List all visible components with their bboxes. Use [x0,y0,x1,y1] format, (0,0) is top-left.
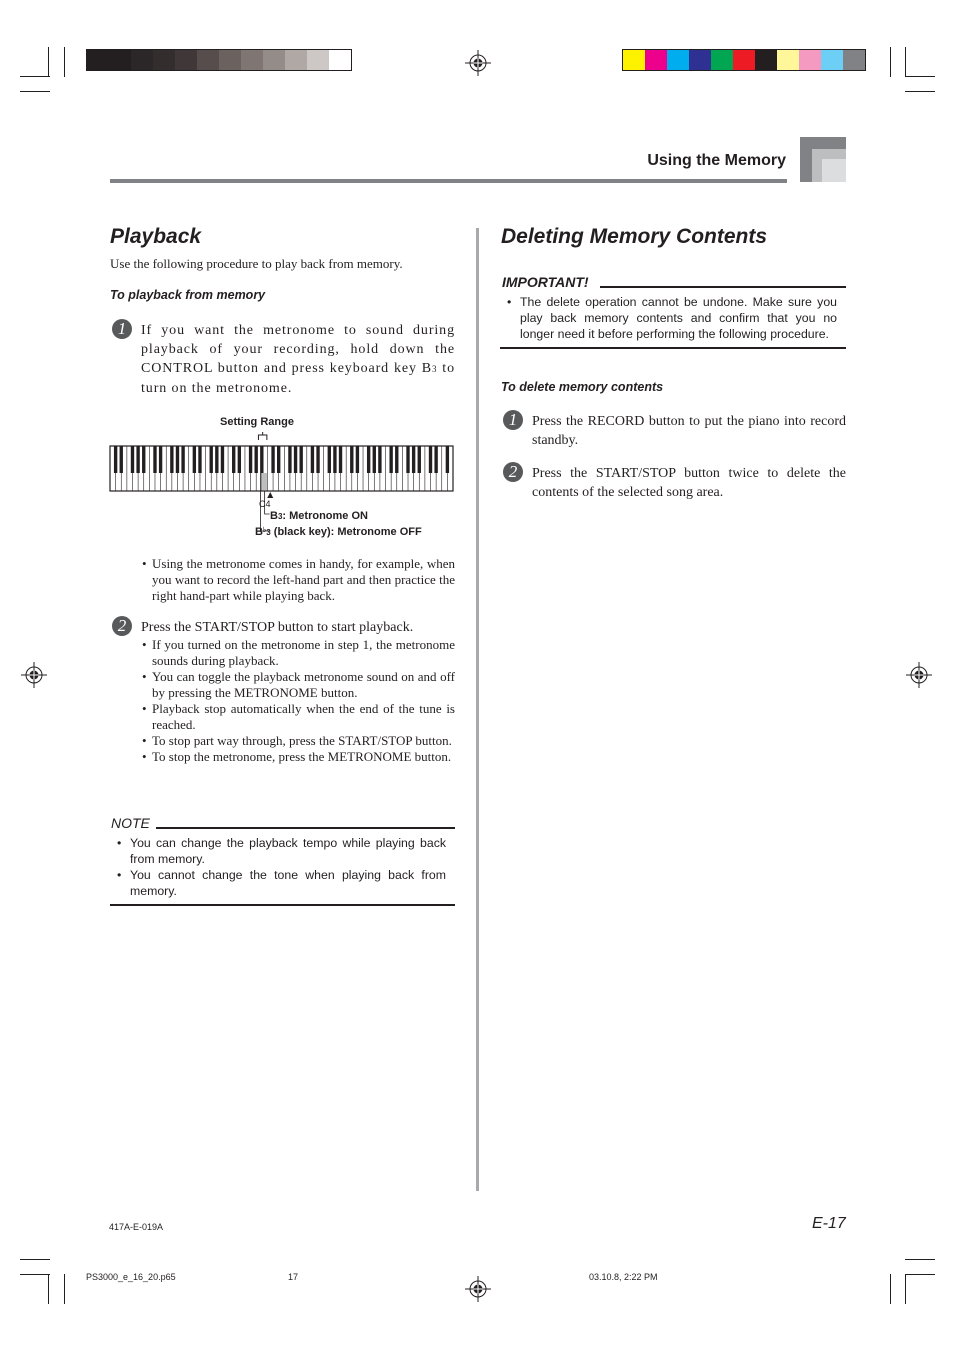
calibration-swatch [821,50,843,70]
black-key [136,446,139,473]
black-key [378,446,381,473]
black-key [350,446,353,473]
note-list [110,835,446,899]
calibration-swatch [777,50,799,70]
playback-intro: Use the following procedure to play back from memory. [110,256,403,271]
important-bottom-rule [500,347,846,349]
color-calibration-bar [622,49,866,71]
black-key [412,446,415,473]
page-number: E-17 [812,1215,846,1232]
black-key [114,446,117,473]
black-key [271,446,274,473]
important-label-text: IMPORTANT! [502,274,589,290]
file-name: PS3000_e_16_20.p65 [86,1272,176,1282]
playback-step2-bullets [142,637,455,765]
section-title-deleting: Deleting Memory Contents [501,225,768,248]
black-key [170,446,173,473]
note-item: • You can change the playback tempo while playing back from memory. [110,835,446,867]
calibration-swatch [153,50,175,70]
calibration-swatch [667,50,689,70]
list-item: • To stop part way through, press the START/STOP button. [142,733,455,749]
black-key [210,446,213,473]
calibration-swatch [285,50,307,70]
playback-step1-text [141,321,455,398]
black-key [373,446,376,473]
black-key [181,446,184,473]
calibration-swatch [689,50,711,70]
playback-step2-text: Press the START/STOP button to start playback. [141,620,414,635]
calibration-swatch [711,50,733,70]
note-bottom-rule [110,904,455,906]
black-key [193,446,196,473]
step1-text-sub: 3 [432,364,438,374]
important-top-rule [600,286,846,288]
black-key [406,446,409,473]
black-key [333,446,336,473]
black-key [356,446,359,473]
list-item: • To stop the metronome, press the METRONOME button. [142,749,455,765]
black-key [367,446,370,473]
note-item: • You cannot change the tone when playing back from memory. [110,867,446,899]
black-key [232,446,235,473]
bflat3-sub: 3 [266,528,271,537]
black-key [418,446,421,473]
important-item: • The delete operation cannot be undone. Make sure you play back memory contents and confirm that you no longer need it before performing the following procedure. [500,294,837,342]
calibration-swatch [175,50,197,70]
registration-mark-icon [465,50,491,76]
calibration-swatch [623,50,645,70]
bflat3-metronome-off-label [255,526,422,538]
list-item: • If you turned on the metronome in step 1, the metronome sounds during playback. [142,637,455,669]
list-item: • Playback stop automatically when the end of the tune is reached. [142,701,455,733]
calibration-swatch [263,50,285,70]
black-key [142,446,145,473]
black-key [176,446,179,473]
calibration-swatch [307,50,329,70]
black-key [339,446,342,473]
setting-range-label: Setting Range [220,416,294,428]
important-label [502,274,589,290]
calibration-swatch [87,50,109,70]
calibration-swatch [131,50,153,70]
calibration-swatch [799,50,821,70]
running-header-title: Using the Memory [647,152,786,169]
c4-arrow-icon [267,492,273,498]
black-key [255,446,258,473]
black-key [446,446,449,473]
b3-rest: : Metronome ON [282,510,368,522]
black-key [153,446,156,473]
black-key [328,446,331,473]
playback-step1-bullets [142,556,455,604]
black-key [389,446,392,473]
black-key [249,446,252,473]
black-key [159,446,162,473]
black-key [120,446,123,473]
c4-label: C4 [259,499,271,509]
registration-mark-icon [465,1276,491,1302]
sheet-number: 17 [288,1272,299,1282]
black-key [434,446,437,473]
header-rule [110,179,787,183]
section-title-playback: Playback [110,225,202,248]
calibration-swatch [197,50,219,70]
delete-subhead: To delete memory contents [501,380,664,394]
calibration-swatch [109,50,131,70]
delete-step-number-1: 1 [503,410,523,430]
setting-range-bracket [258,435,266,440]
calibration-swatch [329,50,351,70]
black-key [316,446,319,473]
calibration-swatch [219,50,241,70]
delete-step-number-2: 2 [503,462,523,482]
gray-calibration-bar [86,49,352,71]
calibration-swatch [733,50,755,70]
black-key [294,446,297,473]
calibration-swatch [843,50,865,70]
section-tab-highlight [822,159,846,182]
calibration-swatch [241,50,263,70]
column-divider [476,228,479,1191]
bflat3-rest: (black key): Metronome OFF [270,526,422,538]
note-top-rule [156,827,455,829]
note-label: NOTE [111,815,150,831]
calibration-swatch [645,50,667,70]
black-key [299,446,302,473]
doc-code: 417A-E-019A [109,1222,164,1232]
registration-mark-icon [21,662,47,688]
delete-step2-text: Press the START/STOP button twice to delete the contents of the selected song area. [532,466,846,500]
list-item: • Using the metronome comes in handy, for example, when you want to record the left-hand part and then practice the right hand-part while playing back. [142,556,455,604]
delete-step1-text: Press the RECORD button to put the piano into record standby. [532,414,846,448]
black-key [238,446,241,473]
black-key [198,446,201,473]
print-timestamp: 03.10.8, 2:22 PM [589,1272,658,1282]
black-key [131,446,134,473]
registration-mark-icon [906,662,932,688]
black-key [395,446,398,473]
list-item: • You can toggle the playback metronome sound on and off by pressing the METRONOME button. [142,669,455,701]
bflat3-flat: ♭ [262,527,267,534]
b3-metronome-on-label [270,510,368,522]
b3-prefix: B [270,510,278,522]
step1-text-before: If you want the metronome to sound during playback of your recording, hold down the CONTROL button and press keyboard key B [141,323,455,376]
black-key [260,446,263,473]
step-number-2: 2 [112,616,132,636]
black-key [311,446,314,473]
black-key [277,446,280,473]
b3-sub: 3 [277,512,283,521]
playback-subhead: To playback from memory [110,288,266,302]
black-key [429,446,432,473]
bflat3-prefix: B [255,526,263,538]
black-key [215,446,218,473]
black-key [221,446,224,473]
important-list [500,294,837,342]
step1-text-after: to turn on the metronome. [141,361,455,396]
step-number-1: 1 [112,319,132,339]
calibration-swatch [755,50,777,70]
black-key [288,446,291,473]
b3-highlight [262,473,267,491]
